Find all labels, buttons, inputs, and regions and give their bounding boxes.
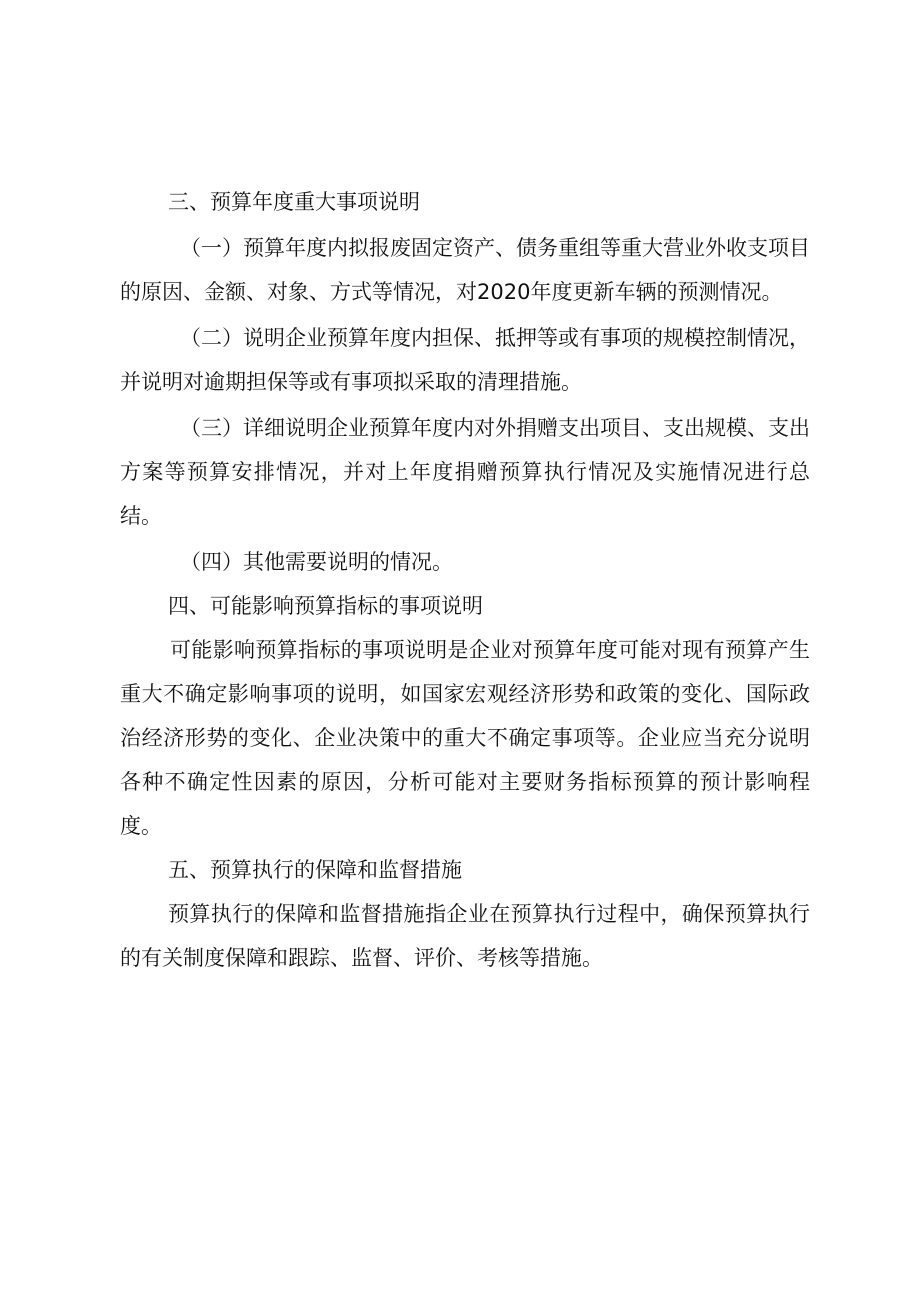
document-body [120,180,810,980]
section-heading-3: 三、预算年度重大事项说明 [168,190,420,214]
section-heading-5: 五、预算执行的保障和监督措施 [168,858,462,882]
paragraph-3-1: （一）预算年度内拟报废固定资产、债务重组等重大营业外收支项目的原因、金额、对象、方式等情况，对2020年度更新车辆的预测情况。 [120,236,810,304]
paragraph-5-1: 预算执行的保障和监督措施指企业在预算执行过程中，确保预算执行的有关制度保障和跟踪、监督、评价、考核等措施。 [120,902,810,970]
paragraph-3-2: （二）说明企业预算年度内担保、抵押等或有事项的规模控制情况，并说明对逾期担保等或有事项拟采取的清理措施。 [120,326,810,394]
paragraph-3-4: （四）其他需要说明的情况。 [180,550,453,574]
paragraph-3-3: （三）详细说明企业预算年度内对外捐赠支出项目、支出规模、支出方案等预算安排情况，并对上年度捐赠预算执行情况及实施情况进行总结。 [120,416,810,528]
section-heading-4: 四、可能影响预算指标的事项说明 [168,594,483,618]
paragraph-4-1: 可能影响预算指标的事项说明是企业对预算年度可能对现有预算产生重大不确定影响事项的说明，如国家宏观经济形势和政策的变化、国际政治经济形势的变化、企业决策中的重大不确定事项等。企业应当充分说明各种不确定性因素的原因，分析可能对主要财务指标预算的预计影响程度。 [120,638,810,838]
